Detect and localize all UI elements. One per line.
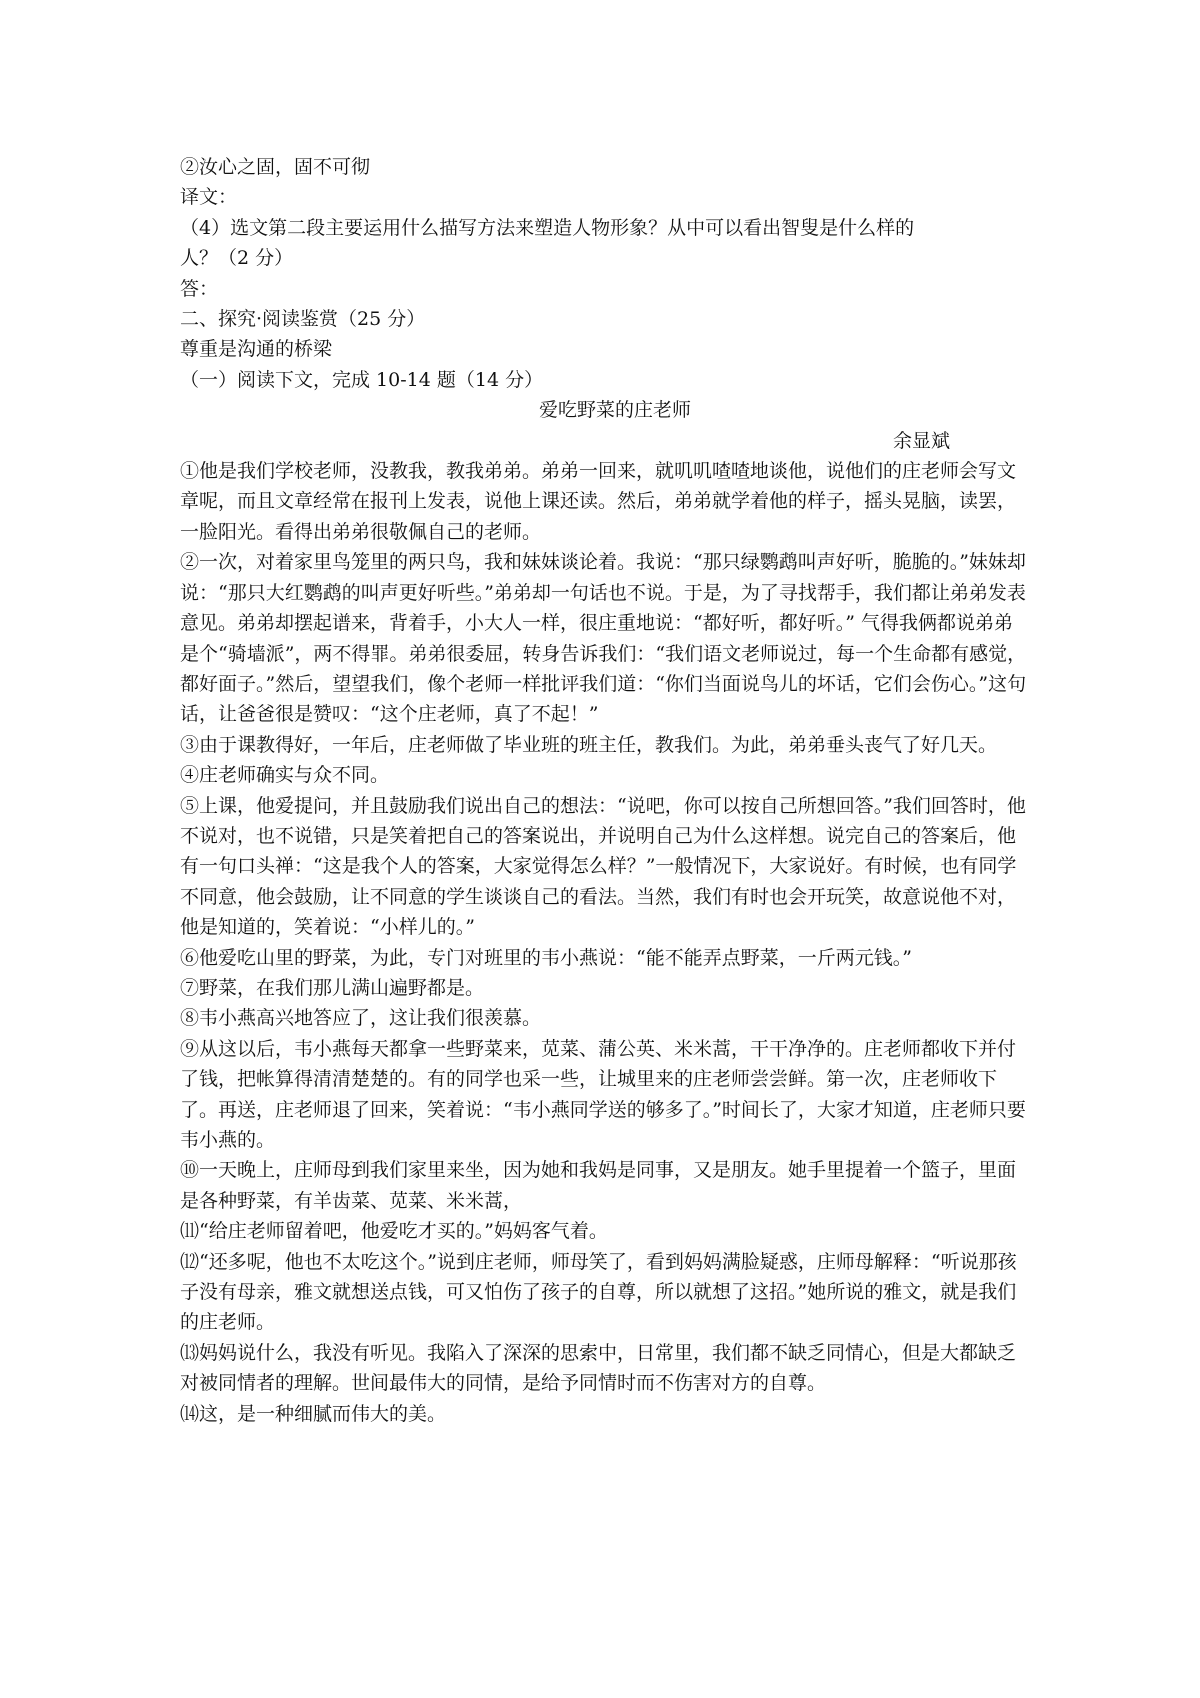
article-paragraph: ⑦野菜，在我们那儿满山遍野都是。 (180, 976, 485, 999)
article-paragraph: ⑥他爱吃山里的野菜，为此，专门对班里的韦小燕说：“能不能弄点野菜，一斤两元钱。” (180, 946, 912, 969)
article-title: 爱吃野菜的庄老师 (538, 399, 691, 422)
article-paragraph: ⒀妈妈说什么，我没有听见。我陷入了深深的思索中，日常里，我们都不缺乏同情心，但是大都缺乏对被同情者的理解。世间最伟大的同情，是给予同情时而不伤害对方的自尊。 (180, 1341, 1017, 1395)
document-page (180, 152, 1030, 1429)
question-line: 人？（2 分） (180, 247, 294, 270)
translation-label: 译文： (180, 186, 238, 209)
article-paragraph: ⑿“还多呢，他也不太吃这个。”说到庄老师，师母笑了，看到妈妈满脸疑惑，庄师母解释：“听说那孩子没有母亲，雅文就想送点钱，可又怕伤了孩子的自尊，所以就想了这招。”她所说的雅文，就是我们的庄老师。 (180, 1250, 1017, 1334)
section-subheading: 尊重是沟通的桥梁 (180, 338, 333, 361)
article-paragraph: ⑤上课，他爱提问，并且鼓励我们说出自己的想法：“说吧，你可以按自己所想回答。”我们回答时，他不说对，也不说错，只是笑着把自己的答案说出，并说明自己为什么这样想。说完自己的答案后，他有一句口头禅：“这是我个人的答案，大家觉得怎么样？”一般情况下，大家说好。有时候，也有同学不同意，他会鼓励，让不同意的学生谈谈自己的看法。当然，我们有时也会开玩笑，故意说他不对，他是知道的，笑着说：“小样儿的。” (180, 794, 1026, 939)
section-heading: 二、探究·阅读鉴赏（25 分） (180, 308, 426, 331)
article-paragraph: ⒁这，是一种细腻而伟大的美。 (180, 1402, 447, 1425)
article-paragraph: ⑨从这以后，韦小燕每天都拿一些野菜来，苋菜、蒲公英、米米蒿，干干净净的。庄老师都收下并付了钱，把帐算得清清楚楚的。有的同学也采一些，让城里来的庄老师尝尝鲜。第一次，庄老师收下了。再送，庄老师退了回来，笑着说：“韦小燕同学送的够多了。”时间长了，大家才知道，庄老师只要韦小燕的。 (180, 1037, 1026, 1151)
question-line: （4）选文第二段主要运用什么描写方法来塑造人物形象？从中可以看出智叟是什么样的 (180, 216, 915, 239)
article-paragraph: ①他是我们学校老师，没教我，教我弟弟。弟弟一回来，就叽叽喳喳地谈他，说他们的庄老师会写文章呢，而且文章经常在报刊上发表，说他上课还读。然后，弟弟就学着他的样子，摇头晃脑，读罢，一脸阳光。看得出弟弟很敬佩自己的老师。 (180, 460, 1017, 543)
reading-instruction: （一）阅读下文，完成 10-14 题（14 分） (180, 368, 544, 391)
answer-label: 答： (180, 277, 219, 300)
question-line: ②汝心之固，固不可彻 (180, 156, 371, 178)
article-paragraph: ⑩一天晚上，庄师母到我们家里来坐，因为她和我妈是同事，又是朋友。她手里提着一个篮子，里面是各种野菜，有羊齿菜、苋菜、米米蒿， (180, 1159, 1017, 1212)
article-paragraph: ④庄老师确实与众不同。 (180, 764, 390, 787)
article-paragraph: ②一次，对着家里鸟笼里的两只鸟，我和妹妹谈论着。我说：“那只绿鹦鹉叫声好听，脆脆的。”妹妹却说：“那只大红鹦鹉的叫声更好听些。”弟弟却一句话也不说。于是，为了寻找帮手，我们都让弟弟发表意见。弟弟却摆起谱来，背着手，小大人一样，很庄重地说：“都好听，都好听。” 气得我俩都说弟弟是个“骑墙派”，两不得罪。弟弟很委屈，转身告诉我们：“我们语文老师说过，每一个生命都有感觉，都好面子。”然后，望望我们，像个老师一样批评我们道：“你们当面说鸟儿的坏话，它们会伤心。”这句话，让爸爸很是赞叹：“这个庄老师，真了不起！” (180, 551, 1027, 726)
article-paragraph: ⑧韦小燕高兴地答应了，这让我们很羡慕。 (180, 1007, 542, 1030)
article-author: 余显斌 (892, 429, 950, 452)
article-paragraph: ⑾“给庄老师留着吧，他爱吃才买的。”妈妈客气着。 (180, 1220, 608, 1243)
article-paragraph: ③由于课教得好，一年后，庄老师做了毕业班的班主任，教我们。为此，弟弟垂头丧气了好几天。 (180, 733, 998, 756)
